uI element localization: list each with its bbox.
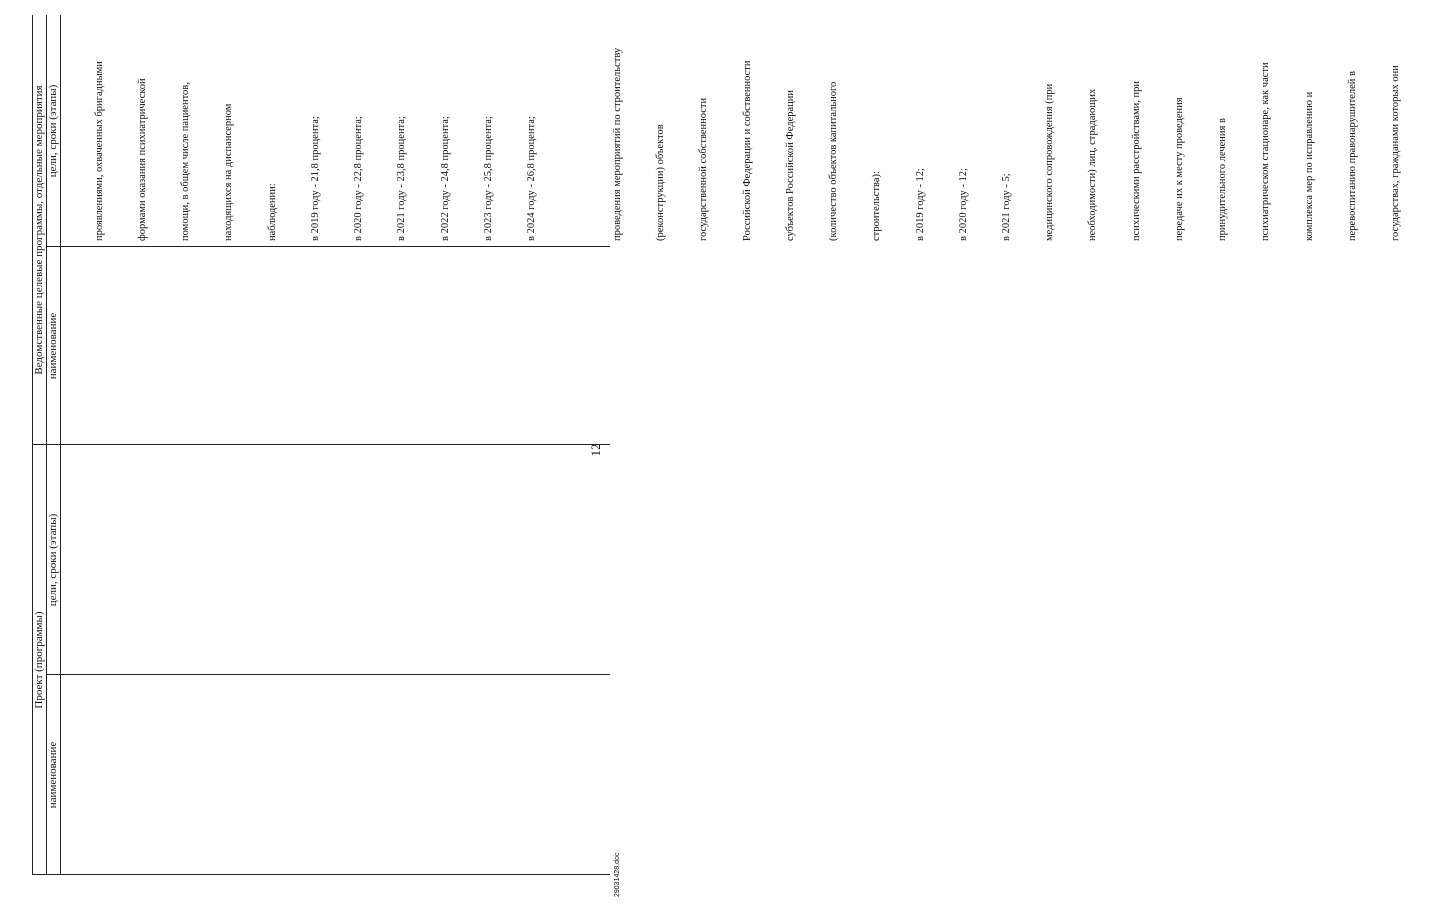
text-line: принудительного лечения в — [1217, 118, 1229, 241]
col-divider-1 — [46, 674, 610, 675]
text-line: в 2022 году - 24,8 процента; — [439, 116, 451, 241]
text-line: перевоспитанию правонарушителей в — [1346, 71, 1358, 241]
text-line: проведения мероприятий по строительству — [612, 47, 624, 241]
text-line: (количество объектов капитального — [828, 81, 840, 241]
text-line: психическими расстройствами, при — [1130, 80, 1142, 241]
text-line: государственной собственности — [698, 97, 710, 241]
text-line: формами оказания психиатрической — [137, 78, 149, 241]
table-left-border — [32, 874, 610, 875]
text-line: в 2021 году - 23,8 процента; — [396, 116, 408, 241]
text-line: строительства): — [871, 171, 883, 241]
col-divider-3 — [46, 246, 610, 247]
text-line: медицинского сопровождения (при — [1044, 83, 1056, 241]
text-line: психиатрическом стационаре, как части — [1260, 62, 1272, 241]
text-line: в 2024 году - 26,8 процента; — [526, 116, 537, 241]
header-name-right: наименование — [47, 312, 59, 380]
text-line: в 2019 году - 21,8 процента; — [309, 116, 321, 241]
text-line: в 2021 году - 5; — [1001, 173, 1012, 241]
header-project-group: Проект (программы) — [33, 611, 45, 709]
text-line: необходимости) лиц, страдающих — [1087, 88, 1099, 241]
text-line: субъектов Российской Федерации — [784, 89, 796, 241]
text-line: помощи, в общем числе пациентов, — [180, 82, 192, 241]
header-goals-right: цели, сроки (этапы) — [47, 84, 59, 178]
text-line: передаче их к месту проведения — [1173, 97, 1185, 241]
page-number: 12 — [588, 443, 603, 457]
text-line: комплекса мер по исправлению и — [1303, 91, 1315, 241]
text-line: в 2019 году - 12; — [914, 168, 926, 241]
text-line: государствах, гражданами которых они — [1389, 65, 1401, 241]
header-goals-left: цели, сроки (этапы) — [47, 513, 59, 607]
text-line: проявлениями, охваченных бригадными — [93, 61, 105, 241]
text-line: находящихся на диспансерном — [223, 103, 235, 241]
column-header-rule — [60, 15, 61, 875]
group-divider — [32, 444, 610, 445]
header-departmental-group: Ведомственные целевые программы, отдельные мероприятия — [33, 85, 45, 375]
text-line: в 2020 году - 22,8 процента; — [353, 116, 365, 241]
header-name-left: наименование — [47, 741, 59, 809]
text-line: в 2020 году - 12; — [957, 168, 969, 241]
text-line: в 2023 году - 25,8 процента; — [482, 116, 494, 241]
text-line: (реконструкции) объектов — [655, 124, 667, 241]
paragraph-gap — [568, 48, 582, 241]
document-file-code: 29031428.doc — [614, 852, 621, 897]
goals-text-block — [64, 48, 1432, 241]
text-line: наблюдении: — [266, 183, 278, 241]
text-line: Российской Федерации и собственности — [741, 60, 753, 241]
